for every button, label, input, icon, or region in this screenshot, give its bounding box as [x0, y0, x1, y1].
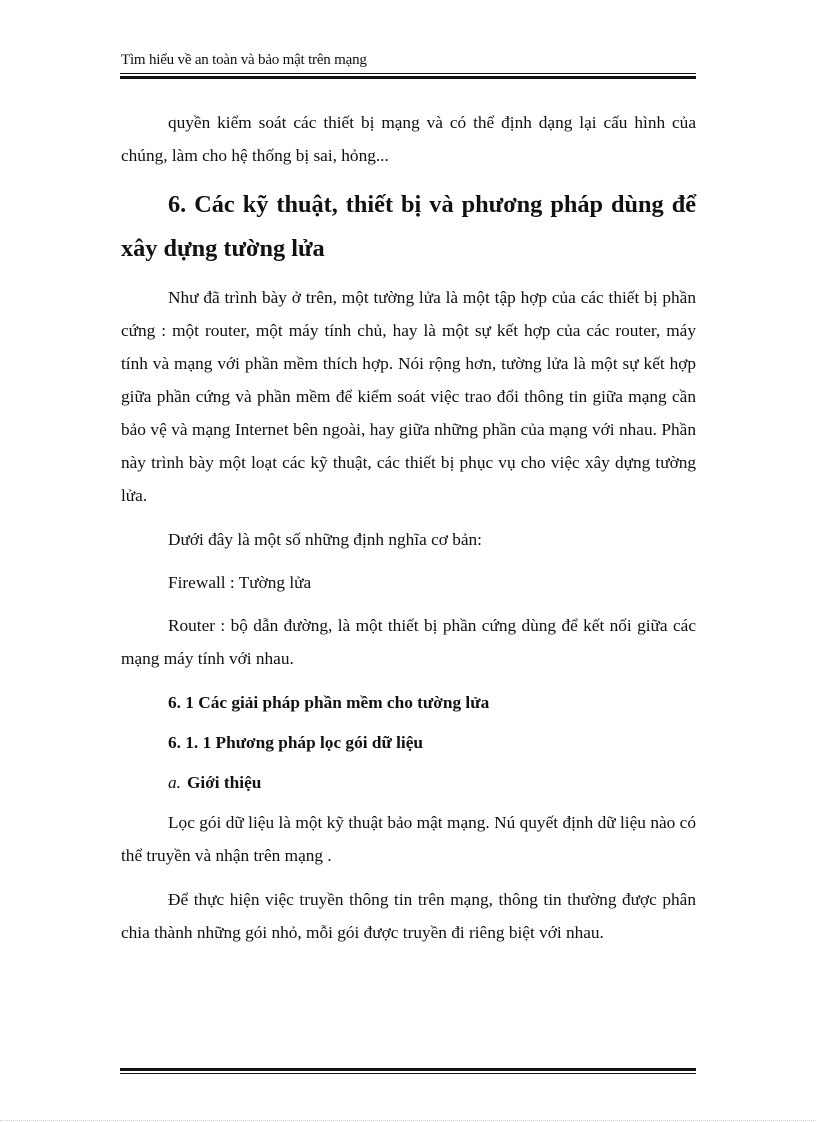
running-header-title: Tìm hiểu về an toàn và bảo mật trên mạng [121, 52, 367, 68]
page-body [121, 106, 696, 960]
item-marker: a. [168, 773, 181, 792]
subsubsection-heading: 6. 1. 1 Phương pháp lọc gói dữ liệu [168, 733, 424, 752]
paragraph-overview: Như đã trình bày ở trên, một tường lửa là một tập hợp của các thiết bị phần cứng : một router, một máy tính chủ, hay là một sự kết hợp của các router, máy tính và mạng với phần mềm thích hợp. Nói rộng hơn, tường lửa là một sự kết hợp giữa phần cứng và phần mềm để kiểm soát việc trao đổi thông tin giữa mạng cần bảo vệ và mạng Internet bên ngoài, hay giữa những phần của mạng với nhau. Phần này trình bày một loạt các kỹ thuật, các thiết bị phục vụ cho việc xây dựng tường lửa. [121, 288, 696, 505]
definition-router: Router : bộ dẫn đường, là một thiết bị phần cứng dùng để kết nối giữa các mạng máy tính với nhau. [121, 616, 696, 668]
item-title: Giới thiệu [186, 773, 262, 792]
paragraph-transmission: Để thực hiện việc truyền thông tin trên mạng, thông tin thường được phân chia thành những gói nhỏ, mỗi gói được truyền đi riêng biệt với nhau. [121, 890, 696, 942]
paragraph-intro-continuation: quyền kiểm soát các thiết bị mạng và có thể định dạng lại cấu hình của chúng, làm cho hệ thống bị sai, hỏng... [121, 113, 696, 165]
paragraph-definitions-intro: Dưới đây là một số những định nghĩa cơ bản: [168, 530, 482, 549]
page-edge-dotted [0, 1120, 816, 1121]
paragraph-packet-filter: Lọc gói dữ liệu là một kỹ thuật bảo mật mạng. Nú quyết định dữ liệu nào có thể truyền và nhận trên mạng . [121, 813, 696, 865]
section-heading: 6. Các kỹ thuật, thiết bị và phương pháp dùng để xây dựng tường lửa [121, 191, 696, 262]
item-heading [121, 766, 696, 799]
footer-rule-thick [120, 1068, 696, 1071]
header-rule-thin [120, 73, 696, 74]
definition-firewall: Firewall : Tường lửa [168, 573, 312, 592]
footer-rule-thin [120, 1073, 696, 1074]
subsection-heading: 6. 1 Các giải pháp phần mềm cho tường lửa [168, 693, 490, 712]
header-rule-thick [120, 76, 696, 79]
